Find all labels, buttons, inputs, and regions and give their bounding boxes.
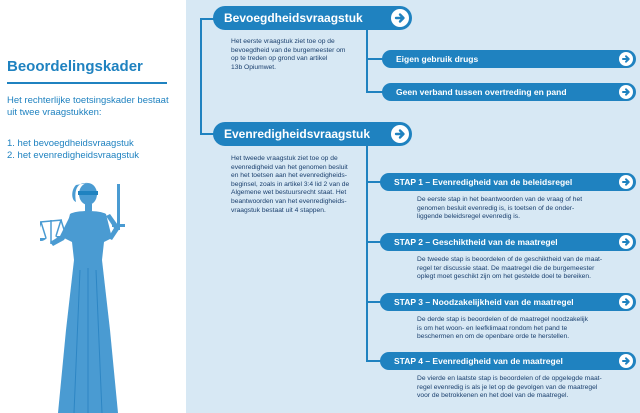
title-divider — [7, 82, 167, 84]
step-1-button[interactable] — [380, 173, 636, 191]
step-1-title: STAP 1 – Evenredigheid van de beleidsregel — [394, 177, 573, 187]
desc-line: beschermen en om de openbare orde te herstellen. — [417, 333, 570, 341]
connector-bevoegdheid-options — [366, 30, 368, 92]
desc-line: beginsel, zoals in artikel 3:4 lid 2 van de — [231, 180, 350, 188]
lady-justice-icon — [40, 180, 160, 413]
connector-option-2 — [366, 91, 383, 93]
arrow-right-circle-icon — [619, 354, 633, 368]
connector-main — [200, 19, 202, 134]
left-panel — [0, 0, 186, 413]
desc-line: oplegt moet geschikt zijn om het gestelde doel te bereiken. — [417, 273, 591, 281]
arrow-right-circle-icon — [391, 9, 409, 27]
step-3-text — [417, 316, 588, 342]
question-item-2: 2. het evenredigheidsvraagstuk — [7, 150, 140, 161]
option-label: Geen verband tussen overtreding en pand — [396, 87, 567, 97]
arrow-right-circle-icon — [619, 295, 633, 309]
desc-line: bevoegdheid van de burgemeester om — [231, 46, 346, 54]
step-2-button[interactable] — [380, 233, 636, 251]
bevoegdheid-description — [231, 38, 346, 72]
intro-text: Het rechterlijke toetsingskader bestaat uit twee vraagstukken: — [7, 95, 169, 118]
question-item-1: 1. het bevoegdheidsvraagstuk — [7, 138, 134, 149]
connector-steps — [366, 146, 368, 361]
step-2-text — [417, 256, 602, 282]
desc-line: regel ter discussie staat. De maatregel die de burgemeester — [417, 264, 595, 272]
step-3-title: STAP 3 – Noodzakelijkheid van de maatregel — [394, 297, 574, 307]
bevoegdheid-title: Bevoegdheidsvraagstuk — [224, 11, 363, 25]
connector-evenredigheid — [200, 133, 214, 135]
bevoegdheid-button[interactable] — [213, 6, 412, 30]
desc-line: voor de betrokkenen en het doel van de maatregel. — [417, 392, 569, 400]
step-1-text — [417, 196, 582, 222]
desc-line: De vierde en laatste stap is beoordelen of de opgelegde maat- — [417, 375, 602, 382]
step-4-text — [417, 375, 602, 401]
arrow-right-circle-icon — [619, 175, 633, 189]
evenredigheid-description — [231, 155, 349, 215]
desc-line: op te treden op grond van artikel — [231, 55, 328, 63]
desc-line: Het tweede vraagstuk ziet toe op de — [231, 155, 338, 162]
arrow-right-circle-icon — [619, 85, 633, 99]
desc-line: liggende beleidsregel evenredig is. — [417, 213, 520, 221]
connector-step-1 — [366, 181, 381, 183]
step-3-button[interactable] — [380, 293, 636, 311]
option-eigen-gebruik-button[interactable] — [382, 50, 636, 68]
connector-bevoegdheid — [200, 18, 214, 20]
desc-line: Het eerste vraagstuk ziet toe op de — [231, 38, 335, 45]
desc-line: De eerste stap in het beantwoorden van de vraag of het — [417, 196, 583, 203]
question-list — [7, 138, 139, 162]
connector-step-2 — [366, 241, 381, 243]
desc-line: en het toetsen aan het evenredigheids- — [231, 172, 348, 180]
desc-line: regel evenredig is als je let op de gevolgen van de maatregel — [417, 383, 598, 391]
arrow-right-circle-icon — [619, 235, 633, 249]
connector-step-4 — [366, 360, 381, 362]
desc-line: De tweede stap is beoordelen of de geschiktheid van de maat- — [417, 256, 603, 263]
right-panel — [186, 0, 640, 413]
desc-line: beantwoorden van het evenredigheids- — [231, 197, 347, 205]
arrow-right-circle-icon — [391, 125, 409, 143]
arrow-right-circle-icon — [619, 52, 633, 66]
desc-line: is om het woon- en leefklimaat rondom het pand te — [417, 324, 568, 332]
evenredigheid-button[interactable] — [213, 122, 412, 146]
evenredigheid-title: Evenredigheidsvraagstuk — [224, 127, 371, 141]
step-4-button[interactable] — [380, 352, 636, 370]
connector-option-1 — [366, 58, 383, 60]
step-2-title: STAP 2 – Geschiktheid van de maatregel — [394, 237, 558, 247]
step-4-title: STAP 4 – Evenredigheid van de maatregel — [394, 356, 563, 366]
option-geen-verband-button[interactable] — [382, 83, 636, 101]
desc-line: Algemene wet bestuursrecht staat. Het — [231, 189, 347, 197]
desc-line: evenredigheid van het genomen besluit — [231, 163, 348, 171]
desc-line: De derde stap is beoordelen of de maatregel noodzakelijk — [417, 316, 589, 323]
option-label: Eigen gebruik drugs — [396, 54, 479, 64]
desc-line: vraagstuk bestaat uit 4 stappen. — [231, 206, 326, 214]
desc-line: genomen besluit evenredig is, is toetsen of de onder- — [417, 204, 575, 212]
page-title: Beoordelingskader — [7, 58, 143, 75]
connector-step-3 — [366, 301, 381, 303]
desc-line: 13b Opiumwet. — [231, 63, 276, 71]
